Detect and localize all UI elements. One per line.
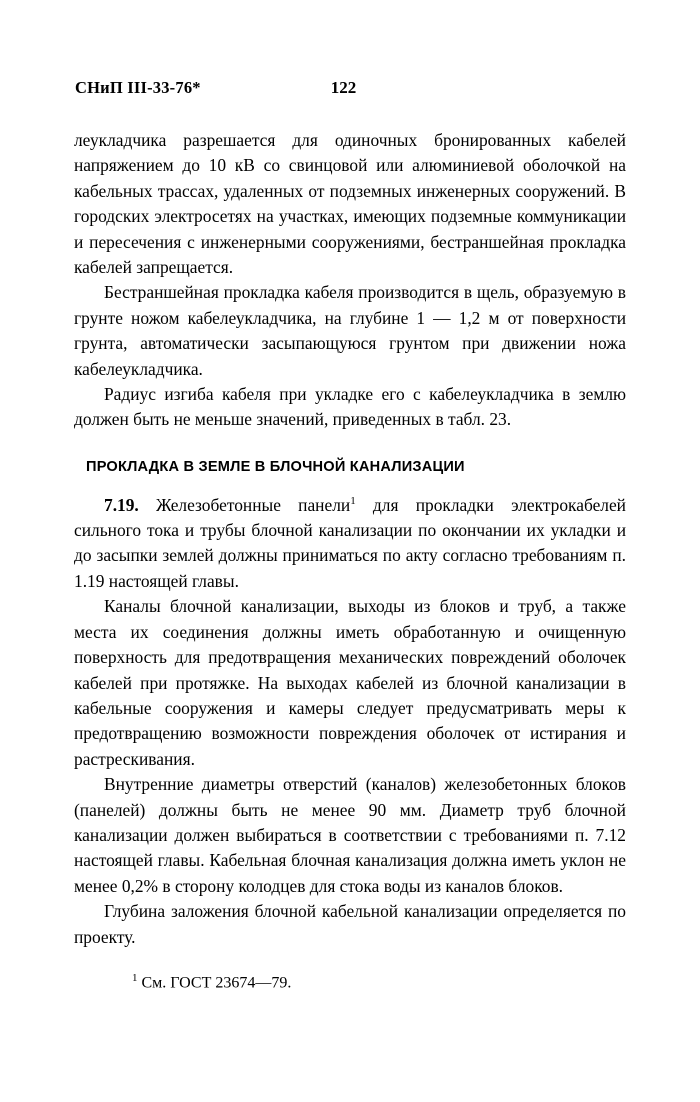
document-code: СНиП III-33-76* xyxy=(75,78,201,97)
body-text xyxy=(74,128,626,993)
paragraph: Глубина заложения блочной кабельной канализации определяется по проекту. xyxy=(74,901,626,947)
section-heading: ПРОКЛАДКА В ЗЕМЛЕ В БЛОЧНОЙ КАНАЛИЗАЦИИ xyxy=(86,458,465,475)
page-header xyxy=(75,78,625,98)
paragraph: Бестраншейная прокладка кабеля производится в щель, образуемую в грунте ножом кабелеукладчика, на глубине 1 — 1,2 м от поверхности грунта, автоматически засыпающуюся грунтом при движении ножа кабелеукладчика. xyxy=(74,282,626,379)
footnote xyxy=(132,968,626,993)
footnote-text: См. ГОСТ 23674—79. xyxy=(141,974,292,992)
paragraph: леукладчика разрешается для одиночных бронированных кабелей напряжением до 10 кВ со свинцовой или алюминиевой оболочкой на кабельных трассах, удаленных от подземных инженерных сооружений. В городских электросетях на участках, имеющих подземные коммуникации и пересечения с инженерными сооружениями, бестраншейная прокладка кабелей запрещается. xyxy=(74,130,626,278)
paragraph: Внутренние диаметры отверстий (каналов) железобетонных блоков (панелей) должны быть не менее 90 мм. Диаметр труб блочной канализации должен выбираться в соответствии с требованиями п. 7.12 настоящей главы. Кабельная блочная канализация должна иметь уклон не менее 0,2% в сторону колодцев для стока воды из каналов блоков. xyxy=(74,774,626,896)
footnote-marker: 1 xyxy=(132,971,138,984)
footnote-reference: 1 xyxy=(350,494,356,507)
clause-number: 7.19. xyxy=(104,494,139,515)
clause-text-after-ref: для прокладки электрокабелей сильного тока и трубы блочной канализации по окончании их укладки и до засыпки землей должны приниматься по акту согласно требованиям п. 1.19 настоящей главы. xyxy=(74,494,626,591)
paragraph: Каналы блочной канализации, выходы из блоков и труб, а также места их соединения должны иметь обработанную и очищенную поверхность для предотвращения механических повреждений оболочек кабелей при протяжке. На выходах кабелей из блочной канализации в кабельные сооружения и камеры следует предусматривать меры к предотвращению возможности повреждения оболочек от истирания и растрескивания. xyxy=(74,596,626,769)
clause-text-before-ref: Железобетонные панели xyxy=(138,494,351,515)
paragraph: Радиус изгиба кабеля при укладке его с кабелеукладчика в землю должен быть не меньше значений, приведенных в табл. 23. xyxy=(74,384,626,430)
page-number: 122 xyxy=(330,78,357,97)
clause-paragraph xyxy=(74,489,626,594)
